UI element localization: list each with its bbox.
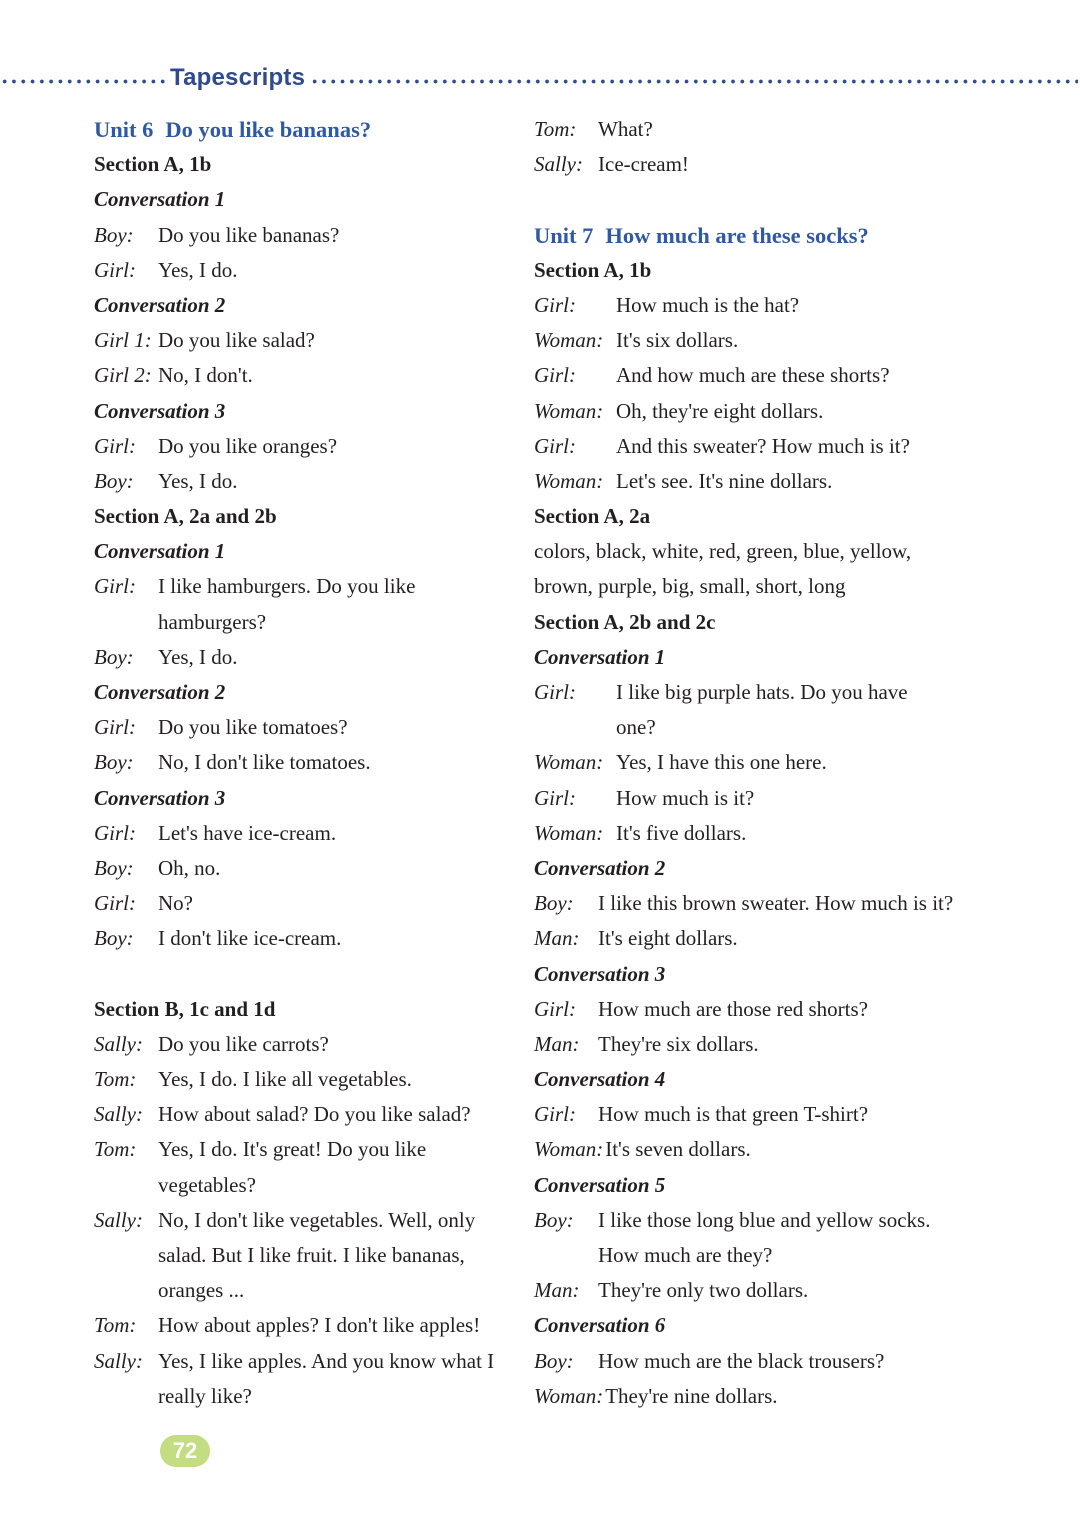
speaker: Tom:	[94, 1067, 137, 1092]
speaker: Boy:	[534, 1348, 574, 1373]
dialogue-line	[534, 1027, 954, 1062]
conversation-heading: Conversation 2	[94, 680, 226, 704]
section-heading: Section B, 1c and 1d	[94, 996, 276, 1021]
dialogue-line	[534, 1203, 954, 1238]
dialogue-line	[94, 569, 514, 604]
spacer	[534, 182, 954, 217]
line-text: I don't like ice-cream.	[158, 926, 342, 951]
conversation-heading: Conversation 1	[94, 539, 226, 564]
speaker: Sally:	[94, 1348, 143, 1373]
line-text: Yes, I like apples. And you know what I	[158, 1348, 495, 1373]
speaker: Girl:	[94, 715, 136, 740]
speaker: Girl:	[534, 680, 576, 704]
speaker: Girl:	[534, 363, 576, 388]
dialogue-line	[94, 710, 514, 745]
speaker: Woman:	[534, 820, 604, 845]
dialogue-line	[94, 1097, 514, 1132]
speaker: Boy:	[534, 1207, 574, 1232]
line-text: Yes, I have this one here.	[616, 750, 827, 775]
line-text: How about salad? Do you like salad?	[158, 1102, 471, 1127]
line-text: Let's have ice-cream.	[158, 820, 337, 845]
line-text: I like big purple hats. Do you have	[616, 680, 908, 704]
unit-title: How much are these socks?	[605, 222, 869, 248]
speaker: Tom:	[534, 117, 577, 141]
spacer	[94, 957, 514, 992]
dialogue-line	[94, 921, 514, 956]
speaker: Girl:	[534, 1102, 576, 1127]
dialogue-line	[94, 1132, 514, 1167]
line-text: I like hamburgers. Do you like	[158, 574, 416, 599]
dialogue-line	[534, 886, 954, 921]
dialogue-line	[94, 745, 514, 780]
line-text: Oh, they're eight dollars.	[616, 398, 824, 423]
speaker: Tom:	[94, 1137, 137, 1162]
dialogue-line	[534, 358, 954, 393]
speaker: Boy:	[94, 644, 134, 669]
speaker: Girl 2:	[94, 363, 152, 388]
speaker: Girl:	[534, 433, 576, 458]
dialogue-line	[94, 851, 514, 886]
conversation-heading: Conversation 3	[94, 785, 226, 810]
line-text: Yes, I do. I like all vegetables.	[158, 1067, 412, 1092]
line-text: It's five dollars.	[616, 820, 747, 845]
line-text: Do you like tomatoes?	[158, 715, 348, 740]
line-text: Let's see. It's nine dollars.	[616, 468, 833, 493]
line-text: No?	[158, 891, 193, 916]
line-text: Do you like oranges?	[158, 433, 338, 458]
speaker: Tom:	[94, 1313, 137, 1338]
line-text: How much are the black trousers?	[598, 1348, 885, 1373]
unit-heading	[94, 112, 514, 147]
dialogue-line	[534, 992, 954, 1027]
dialogue-line	[534, 921, 954, 956]
unit-title: Do you like bananas?	[165, 117, 372, 142]
line-text: Yes, I do. It's great! Do you like	[158, 1137, 427, 1162]
dialogue-line	[94, 1344, 514, 1379]
speaker: Boy:	[94, 222, 134, 247]
dialogue-line	[534, 1344, 954, 1379]
dialogue-continuation: salad. But I like fruit. I like bananas,	[158, 1243, 465, 1267]
line-text: They're only two dollars.	[598, 1278, 809, 1303]
dialogue-line	[534, 816, 954, 851]
page-header	[0, 64, 1080, 98]
dialogue-line	[534, 464, 954, 499]
speaker: Man:	[534, 1278, 580, 1303]
speaker: Girl:	[94, 820, 136, 845]
speaker: Girl:	[534, 996, 576, 1021]
line-text: Oh, no.	[158, 855, 221, 880]
dialogue-line	[94, 640, 514, 675]
speaker: Man:	[534, 1031, 580, 1056]
dialogue-line	[94, 816, 514, 851]
line-text: No, I don't.	[158, 363, 253, 388]
conversation-heading: Conversation 6	[534, 1313, 666, 1338]
dialogue-line	[94, 253, 514, 288]
speaker: Sally:	[94, 1207, 143, 1232]
speaker: Man:	[534, 926, 580, 951]
dialogue-line	[534, 394, 954, 429]
section-heading: Section A, 1b	[94, 152, 212, 177]
dialogue-line	[534, 112, 954, 147]
speaker: Sally:	[534, 152, 583, 177]
dialogue-line	[534, 1273, 954, 1308]
dialogue-line	[94, 218, 514, 253]
speaker: Girl:	[94, 891, 136, 916]
dialogue-line	[94, 323, 514, 358]
speaker: Woman:	[534, 1383, 604, 1408]
line-text: Do you like carrots?	[158, 1031, 329, 1056]
dialogue-continuation: How much are they?	[598, 1243, 773, 1267]
dialogue-line	[94, 1308, 514, 1343]
dialogue-continuation: hamburgers?	[158, 609, 267, 634]
dialogue-line	[94, 886, 514, 921]
conversation-heading: Conversation 1	[534, 644, 666, 669]
line-text: Ice-cream!	[598, 152, 689, 177]
speaker: Girl:	[94, 574, 136, 599]
conversation-heading: Conversation 3	[534, 961, 666, 986]
line-text: No, I don't like vegetables. Well, only	[158, 1207, 476, 1232]
line-text: I like this brown sweater. How much is it?	[598, 891, 954, 916]
dotted-rule-left	[0, 79, 166, 84]
dialogue-line	[534, 781, 954, 816]
section-heading: Section A, 2a	[534, 504, 651, 529]
dialogue-continuation: one?	[616, 715, 656, 740]
speaker: Girl:	[534, 292, 576, 317]
speaker: Girl:	[94, 257, 136, 282]
right-column	[534, 112, 954, 1414]
line-text: They're six dollars.	[598, 1031, 759, 1056]
line-text: Yes, I do.	[158, 644, 238, 669]
word-list-line: brown, purple, big, small, short, long	[534, 574, 846, 599]
speaker: Boy:	[534, 891, 574, 916]
conversation-heading: Conversation 1	[94, 187, 226, 212]
line-text: And how much are these shorts?	[616, 363, 890, 388]
line-text: How about apples? I don't like apples!	[158, 1313, 481, 1338]
dialogue-line	[534, 1379, 954, 1414]
dialogue-line	[534, 675, 954, 710]
conversation-heading: Conversation 4	[534, 1067, 666, 1092]
dialogue-line	[534, 429, 954, 464]
dialogue-line	[94, 464, 514, 499]
dialogue-line	[534, 745, 954, 780]
line-text: How much is that green T-shirt?	[598, 1102, 869, 1127]
conversation-heading: Conversation 2	[94, 292, 226, 317]
dialogue-line	[94, 1203, 514, 1238]
unit-number: Unit 7	[534, 222, 594, 248]
line-text: Yes, I do.	[158, 257, 238, 282]
line-text: What?	[598, 117, 653, 141]
dialogue-continuation: really like?	[158, 1383, 252, 1408]
line-text: How much are those red shorts?	[598, 996, 869, 1021]
speaker: Sally:	[94, 1102, 143, 1127]
section-heading: Section A, 2b and 2c	[534, 609, 716, 634]
conversation-heading: Conversation 2	[534, 855, 666, 880]
line-text: And this sweater? How much is it?	[616, 433, 910, 458]
section-heading: Section A, 2a and 2b	[94, 504, 277, 529]
speaker: Girl:	[534, 785, 576, 810]
dialogue-line	[94, 1027, 514, 1062]
dialogue-line	[534, 323, 954, 358]
speaker: Boy:	[94, 855, 134, 880]
section-heading: Section A, 1b	[534, 257, 652, 282]
line-text: It's eight dollars.	[598, 926, 738, 951]
left-column	[94, 112, 514, 1414]
word-list-line: colors, black, white, red, green, blue, yellow,	[534, 539, 912, 564]
header-title: Tapescripts	[170, 64, 306, 91]
line-text: They're nine dollars.	[605, 1383, 778, 1408]
speaker: Woman:	[534, 398, 604, 423]
line-text: How much is it?	[616, 785, 755, 810]
dialogue-line	[534, 1132, 954, 1167]
line-text: Do you like bananas?	[158, 222, 340, 247]
unit-heading	[534, 218, 954, 253]
conversation-heading: Conversation 3	[94, 398, 226, 423]
dialogue-line	[534, 147, 954, 182]
dialogue-continuation: oranges ...	[158, 1278, 245, 1303]
speaker: Boy:	[94, 926, 134, 951]
line-text: Do you like salad?	[158, 328, 315, 353]
speaker: Woman:	[534, 750, 604, 775]
line-text: How much is the hat?	[616, 292, 800, 317]
dialogue-line	[94, 1062, 514, 1097]
speaker: Girl:	[94, 433, 136, 458]
dialogue-line	[534, 288, 954, 323]
speaker: Boy:	[94, 750, 134, 775]
dialogue-line	[534, 1097, 954, 1132]
dialogue-continuation: vegetables?	[158, 1172, 256, 1197]
dialogue-line	[94, 429, 514, 464]
speaker: Woman:	[534, 1137, 604, 1162]
dialogue-line	[94, 358, 514, 393]
line-text: It's six dollars.	[616, 328, 739, 353]
unit-number: Unit 6	[94, 117, 154, 142]
speaker: Woman:	[534, 328, 604, 353]
dotted-rule-right	[310, 79, 1078, 84]
line-text: Yes, I do.	[158, 468, 238, 493]
page-number: 72	[160, 1435, 210, 1467]
conversation-heading: Conversation 5	[534, 1172, 666, 1197]
line-text: I like those long blue and yellow socks.	[598, 1207, 931, 1232]
speaker: Woman:	[534, 468, 604, 493]
line-text: It's seven dollars.	[605, 1137, 751, 1162]
speaker: Girl 1:	[94, 328, 152, 353]
speaker: Boy:	[94, 468, 134, 493]
line-text: No, I don't like tomatoes.	[158, 750, 371, 775]
speaker: Sally:	[94, 1031, 143, 1056]
